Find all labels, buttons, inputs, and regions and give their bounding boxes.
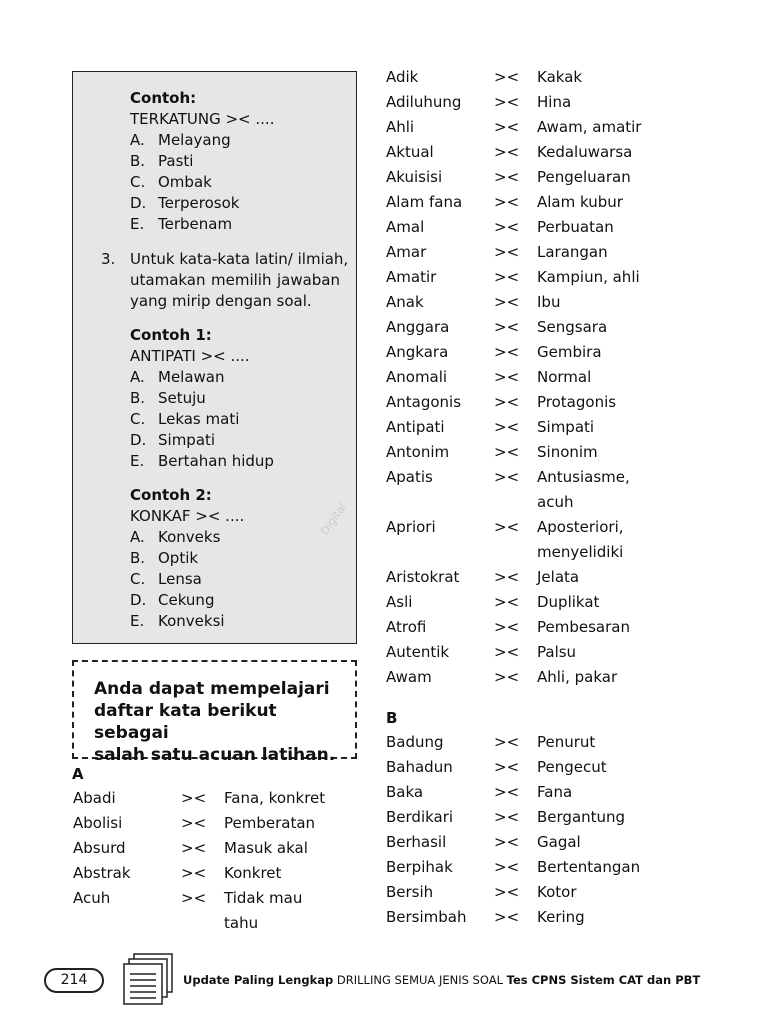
entry-word: Antagonis — [386, 393, 462, 411]
entry-antonym-cont: tahu — [224, 914, 259, 932]
entry-antonym: Fana — [537, 783, 573, 801]
entry-symbol: >< — [494, 243, 520, 261]
entry-antonym: Penurut — [537, 733, 596, 751]
option-text: Terbenam — [158, 215, 233, 233]
entry-antonym: Kampiun, ahli — [537, 268, 640, 286]
entry-symbol: >< — [494, 618, 520, 636]
entry-symbol: >< — [494, 883, 520, 901]
entry-antonym: Pemberatan — [224, 814, 316, 832]
entry-symbol: >< — [494, 93, 520, 111]
entry-word: Anomali — [386, 368, 448, 386]
option-letter: E. — [130, 215, 145, 233]
option-letter: E. — [130, 452, 145, 470]
entry-symbol: >< — [494, 143, 520, 161]
option-text: Setuju — [158, 389, 206, 407]
entry-symbol: >< — [494, 343, 520, 361]
entry-symbol: >< — [494, 833, 520, 851]
example-title: Contoh: — [130, 89, 197, 107]
tip-line: yang mirip dengan soal. — [130, 292, 312, 310]
option-text: Melawan — [158, 368, 225, 386]
example2-question: KONKAF >< .... — [130, 507, 245, 525]
example-question: TERKATUNG >< .... — [130, 110, 275, 128]
option-text: Konveksi — [158, 612, 225, 630]
entry-antonym: Awam, amatir — [537, 118, 642, 136]
tip-line: Untuk kata-kata latin/ ilmiah, — [130, 250, 349, 268]
entry-antonym: Kakak — [537, 68, 583, 86]
entry-antonym: Pembesaran — [537, 618, 630, 636]
entry-symbol: >< — [181, 864, 207, 882]
entry-word: Apriori — [386, 518, 436, 536]
entry-antonym: Duplikat — [537, 593, 600, 611]
callout-line: Anda dapat mempelajari — [94, 679, 330, 699]
option-letter: B. — [130, 389, 146, 407]
option-text: Lensa — [158, 570, 202, 588]
entry-antonym: Pengeluaran — [537, 168, 631, 186]
entry-word: Autentik — [386, 643, 450, 661]
entry-word: Angkara — [386, 343, 449, 361]
entry-word: Berdikari — [386, 808, 454, 826]
callout-line: salah satu acuan latihan. — [94, 745, 336, 765]
entry-word: Aristokrat — [386, 568, 460, 586]
entry-word: Ahli — [386, 118, 415, 136]
option-letter: C. — [130, 173, 146, 191]
entry-word: Aktual — [386, 143, 434, 161]
entry-word: Antipati — [386, 418, 445, 436]
example1-question: ANTIPATI >< .... — [130, 347, 250, 365]
entry-symbol: >< — [494, 858, 520, 876]
entry-antonym: Gembira — [537, 343, 602, 361]
option-letter: D. — [130, 431, 147, 449]
entry-word: Badung — [386, 733, 444, 751]
entry-symbol: >< — [494, 568, 520, 586]
tip-number: 3. — [101, 250, 116, 268]
option-text: Pasti — [158, 152, 194, 170]
entry-symbol: >< — [494, 908, 520, 926]
entry-symbol: >< — [494, 518, 520, 536]
entry-word: Bahadun — [386, 758, 453, 776]
entry-antonym: Konkret — [224, 864, 282, 882]
entry-word: Absurd — [73, 839, 126, 857]
entry-antonym-cont: acuh — [537, 493, 574, 511]
entry-antonym: Aposteriori, — [537, 518, 624, 536]
option-text: Ombak — [158, 173, 212, 191]
option-letter: B. — [130, 549, 146, 567]
entry-word: Asli — [386, 593, 413, 611]
entry-word: Antonim — [386, 443, 450, 461]
entry-symbol: >< — [494, 593, 520, 611]
entry-antonym: Palsu — [537, 643, 577, 661]
entry-antonym: Ibu — [537, 293, 561, 311]
option-text: Melayang — [158, 131, 231, 149]
option-letter: B. — [130, 152, 146, 170]
entry-word: Abolisi — [73, 814, 123, 832]
entry-symbol: >< — [494, 318, 520, 336]
entry-word: Amal — [386, 218, 425, 236]
entry-word: Awam — [386, 668, 432, 686]
entry-symbol: >< — [494, 118, 520, 136]
entry-symbol: >< — [494, 733, 520, 751]
entry-word: Bersih — [386, 883, 434, 901]
entry-word: Abadi — [73, 789, 116, 807]
entry-antonym: Ahli, pakar — [537, 668, 618, 686]
entry-antonym: Bertentangan — [537, 858, 641, 876]
entry-symbol: >< — [494, 368, 520, 386]
entry-antonym: Alam kubur — [537, 193, 623, 211]
entry-symbol: >< — [494, 168, 520, 186]
entry-symbol: >< — [494, 808, 520, 826]
entry-symbol: >< — [494, 443, 520, 461]
option-text: Bertahan hidup — [158, 452, 274, 470]
entry-symbol: >< — [494, 393, 520, 411]
entry-symbol: >< — [494, 68, 520, 86]
option-letter: D. — [130, 194, 147, 212]
entry-word: Abstrak — [73, 864, 131, 882]
entry-antonym: Sengsara — [537, 318, 608, 336]
option-letter: A. — [130, 528, 145, 546]
entry-antonym: Larangan — [537, 243, 608, 261]
callout-box — [72, 660, 357, 765]
section-heading-b: B — [386, 709, 398, 727]
option-text: Simpati — [158, 431, 216, 449]
entry-symbol: >< — [181, 814, 207, 832]
entry-antonym: Perbuatan — [537, 218, 614, 236]
entry-word: Amatir — [386, 268, 437, 286]
entry-antonym: Protagonis — [537, 393, 617, 411]
option-text: Lekas mati — [158, 410, 240, 428]
page-number: 214 — [44, 968, 104, 993]
entry-word: Amar — [386, 243, 427, 261]
entry-symbol: >< — [494, 218, 520, 236]
entry-antonym: Antusiasme, — [537, 468, 630, 486]
entry-symbol: >< — [494, 668, 520, 686]
entry-antonym: Bergantung — [537, 808, 626, 826]
footer-part3: Tes CPNS Sistem CAT dan PBT — [506, 973, 701, 987]
tip-line: utamakan memilih jawaban — [130, 271, 340, 289]
option-letter: A. — [130, 131, 145, 149]
entry-symbol: >< — [494, 418, 520, 436]
entry-symbol: >< — [494, 268, 520, 286]
option-letter: E. — [130, 612, 145, 630]
entry-word: Akuisisi — [386, 168, 443, 186]
entry-word: Apatis — [386, 468, 433, 486]
entry-antonym: Fana, konkret — [224, 789, 326, 807]
entry-word: Baka — [386, 783, 424, 801]
entry-symbol: >< — [181, 839, 207, 857]
entry-word: Anggara — [386, 318, 450, 336]
entry-antonym: Gagal — [537, 833, 581, 851]
entry-symbol: >< — [494, 468, 520, 486]
entry-symbol: >< — [494, 783, 520, 801]
option-letter: C. — [130, 410, 146, 428]
entry-antonym: Kedaluwarsa — [537, 143, 633, 161]
option-text: Cekung — [158, 591, 215, 609]
entry-symbol: >< — [494, 643, 520, 661]
callout-text — [94, 678, 349, 766]
entry-word: Berpihak — [386, 858, 453, 876]
entry-antonym: Normal — [537, 368, 592, 386]
entry-symbol: >< — [494, 293, 520, 311]
entry-antonym: Hina — [537, 93, 572, 111]
footer-text — [183, 973, 700, 987]
option-text: Terperosok — [158, 194, 240, 212]
entry-antonym: Kotor — [537, 883, 577, 901]
entry-word: Anak — [386, 293, 424, 311]
entry-antonym: Simpati — [537, 418, 595, 436]
option-letter: D. — [130, 591, 147, 609]
entry-word: Alam fana — [386, 193, 463, 211]
callout-line: daftar kata berikut sebagai — [94, 701, 277, 743]
example2-title: Contoh 2: — [130, 486, 212, 504]
entry-word: Adik — [386, 68, 419, 86]
entry-word: Acuh — [73, 889, 111, 907]
section-heading-a: A — [72, 765, 84, 783]
entry-antonym-cont: menyelidiki — [537, 543, 624, 561]
entry-antonym: Pengecut — [537, 758, 607, 776]
example1-title: Contoh 1: — [130, 326, 212, 344]
entry-antonym: Jelata — [537, 568, 580, 586]
entry-word: Bersimbah — [386, 908, 467, 926]
watermark: Digital — [318, 500, 350, 538]
entry-antonym: Tidak mau — [224, 889, 303, 907]
document-stack-icon — [120, 952, 176, 1006]
option-text: Optik — [158, 549, 199, 567]
entry-antonym: Masuk akal — [224, 839, 308, 857]
entry-symbol: >< — [181, 789, 207, 807]
entry-antonym: Sinonim — [537, 443, 598, 461]
option-text: Konveks — [158, 528, 221, 546]
footer-part1: Update Paling Lengkap — [183, 973, 334, 987]
option-letter: C. — [130, 570, 146, 588]
footer-part2: DRILLING SEMUA JENIS SOAL — [333, 973, 507, 987]
option-letter: A. — [130, 368, 145, 386]
entry-word: Atrofi — [386, 618, 427, 636]
entry-symbol: >< — [181, 889, 207, 907]
entry-symbol: >< — [494, 758, 520, 776]
entry-word: Berhasil — [386, 833, 447, 851]
entry-word: Adiluhung — [386, 93, 462, 111]
entry-antonym: Kering — [537, 908, 585, 926]
entry-symbol: >< — [494, 193, 520, 211]
